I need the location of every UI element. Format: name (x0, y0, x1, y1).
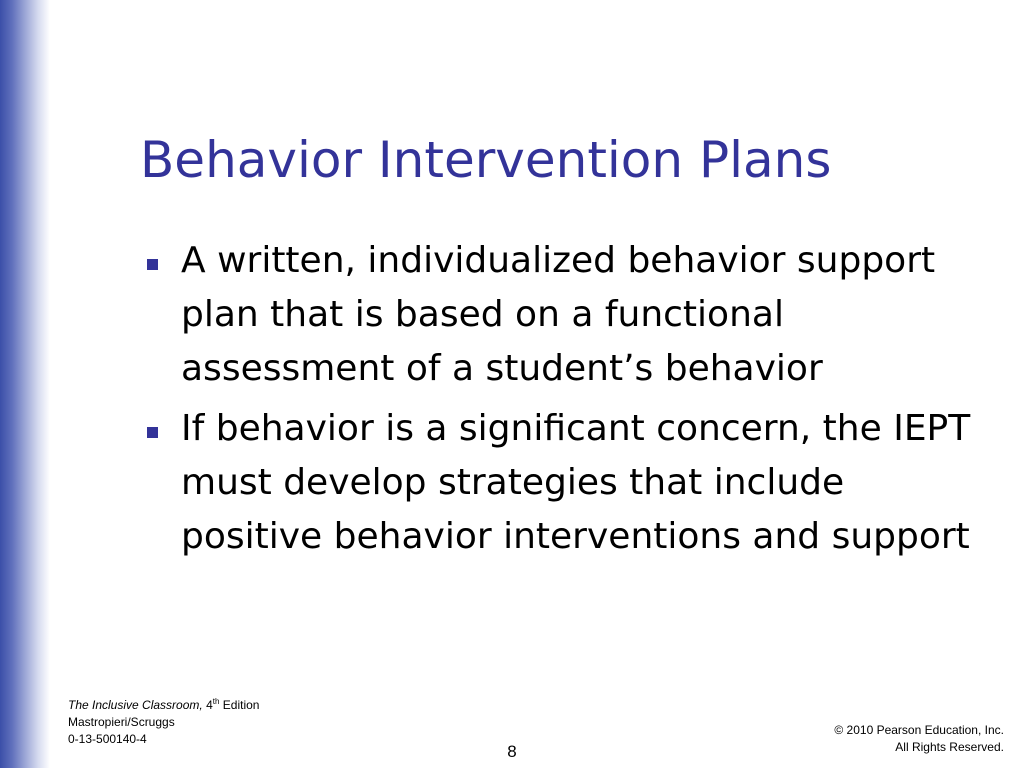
bullet-text: If behavior is a significant concern, the IEPT must develop strategies that include positive behavior interventions and support (181, 408, 971, 557)
footer-book-line (68, 697, 259, 714)
decorative-side-band (0, 0, 50, 768)
slide-title: Behavior Intervention Plans (140, 131, 832, 189)
footer-copyright (834, 722, 1004, 756)
rights-text: All Rights Reserved. (895, 740, 1004, 754)
footer-authors: Mastropieri/Scruggs (68, 715, 175, 729)
edition-suffix: th (212, 697, 220, 706)
book-title: The Inclusive Classroom, (68, 698, 203, 712)
edition-word: Edition (222, 698, 260, 712)
square-bullet-icon (147, 427, 158, 438)
page-number: 8 (507, 742, 517, 761)
footer-citation (68, 697, 259, 748)
bullet-text: A written, individualized behavior support plan that is based on a functional assessment of a student’s behavior (181, 240, 936, 389)
footer-isbn: 0-13-500140-4 (68, 732, 147, 746)
bullet-list (140, 234, 980, 570)
bullet-item (140, 234, 980, 396)
copyright-text: © 2010 Pearson Education, Inc. (834, 723, 1004, 737)
square-bullet-icon (147, 259, 158, 270)
bullet-item (140, 402, 980, 564)
edition-number: 4 (206, 698, 213, 712)
